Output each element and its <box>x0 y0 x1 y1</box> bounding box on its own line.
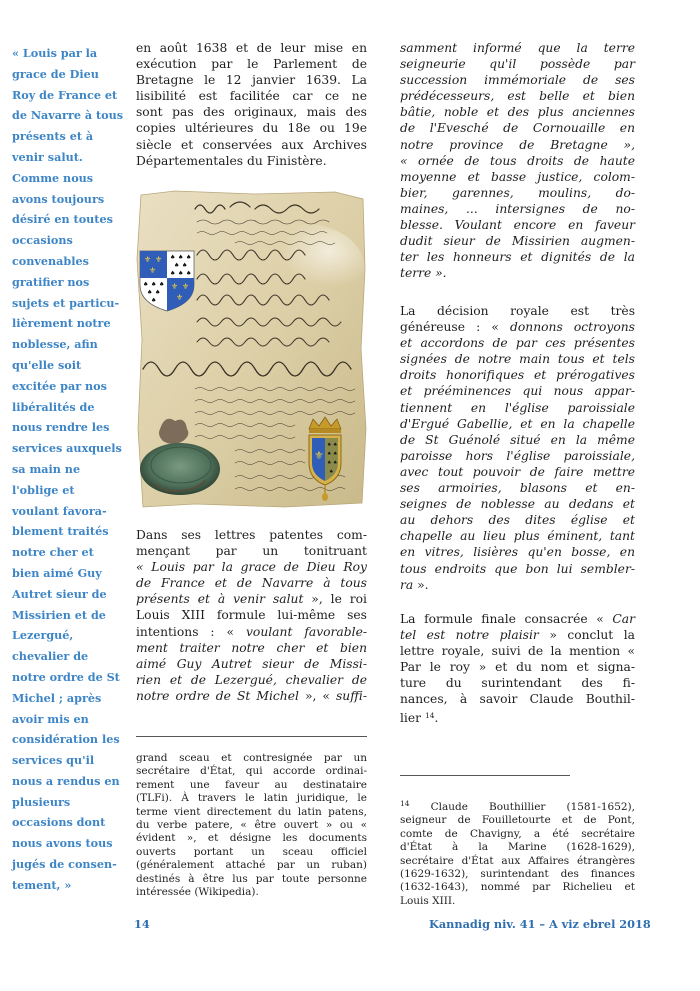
quote-text: « Louis par la grace de Dieu Roy <box>136 560 367 575</box>
text-line: blesse. Voulant encore en faveur <box>400 218 635 233</box>
text-line: du verbe patere, « être ouvert » ou « <box>136 819 367 832</box>
quote-text: ra <box>400 577 414 592</box>
quote-line: considération les <box>12 732 120 747</box>
sidebar-pull-quote <box>12 43 127 896</box>
quote-line: excitée par nos <box>12 378 107 393</box>
text-line: en vitres, lisières qu'en bosse, en <box>400 545 635 560</box>
text-line: (1629-1632), surintendant des finances <box>400 868 635 881</box>
svg-text:♠: ♠ <box>174 262 180 269</box>
text-run: lier <box>400 710 425 725</box>
svg-text:♠: ♠ <box>327 442 332 448</box>
quote-line: de Navarre à tous <box>12 108 124 123</box>
quote-text: ment traiter notre cher et bien <box>136 640 367 655</box>
coat-of-arms-autret <box>140 251 194 311</box>
svg-text:♠: ♠ <box>155 289 161 296</box>
quote-text: tel est notre plaisir <box>400 628 539 643</box>
quote-line: services auxquels <box>12 441 122 456</box>
quote-line: venir salut. <box>12 149 83 164</box>
text-line: moyenne et basse justice, colom- <box>400 169 635 184</box>
quote-line: « Louis par la <box>12 46 98 60</box>
svg-text:♠: ♠ <box>178 254 184 261</box>
footnote-14 <box>400 797 635 908</box>
column2-paragraph-b <box>400 303 635 593</box>
quote-line: nous avons tous <box>12 836 113 851</box>
quote-text: aimé Guy Autret sieur de Missi- <box>136 656 367 671</box>
quote-line: occasions dont <box>12 815 106 830</box>
quote-line: Lezergué, <box>12 628 74 643</box>
text-line: secrétaire d'État aux Affaires étrangères <box>400 854 635 867</box>
text-line: et accordons de par ces présentes <box>400 336 635 351</box>
quote-line: voulant favora- <box>12 503 107 518</box>
quote-line: avons toujours <box>12 191 105 206</box>
quote-line: qu'elle soit <box>12 357 82 372</box>
text-line <box>400 577 635 593</box>
svg-text:♠: ♠ <box>186 254 192 261</box>
text-line <box>136 591 367 607</box>
text-line: notre province de Bretagne », <box>400 137 635 152</box>
text-line: chapelle au lieu plus éminent, tant <box>400 529 635 544</box>
text-run: Claude Bouthillier (1581-1652), <box>409 801 635 813</box>
text-line: terre ». <box>400 266 447 281</box>
text-line: seigneur de Fouilletourte et de Pont, <box>400 814 635 827</box>
svg-text:♠: ♠ <box>333 451 338 457</box>
text-line <box>136 575 367 591</box>
quote-line: Michel ; après <box>12 690 102 705</box>
text-line: et prééminences qui nous appar- <box>400 384 635 399</box>
text-line: succession immémoriale de ses <box>400 73 635 88</box>
svg-text:♠: ♠ <box>159 281 165 288</box>
quote-line: noblesse, afin <box>12 337 98 352</box>
text-line: grand sceau et contresignée par un <box>136 752 367 764</box>
text-line: Louis XIII. <box>400 894 456 907</box>
text-line: en août 1638 et de leur mise en <box>136 41 367 55</box>
text-line: destinés à être lus par toute personne <box>136 872 367 885</box>
text-line: évident », et désigne les documents <box>136 832 367 845</box>
text-line: ouverts portant un sceau officiel <box>136 845 367 858</box>
text-line: d'État à la Marine (1628-1629), <box>400 841 635 854</box>
text-run: généreuse : « <box>400 320 511 335</box>
text-line: ses armoiries, blasons et en- <box>400 481 635 496</box>
text-line: d'Ergué Gabellie, et en la chapelle <box>400 416 635 431</box>
quote-text: rien et de Lezergué, chevalier de <box>136 672 367 687</box>
text-line: secrétaire d'État, qui accorde ordinai- <box>136 765 367 778</box>
svg-text:♠: ♠ <box>186 270 192 277</box>
text-line: nances, à savoir Claude Bouthil- <box>400 692 635 707</box>
text-line: au dehors des dites église et <box>400 513 635 528</box>
quote-line: désiré en toutes <box>12 212 113 227</box>
quote-line: notre cher et <box>12 545 94 560</box>
svg-text:♠: ♠ <box>170 270 176 277</box>
quote-line: l'oblige et <box>12 482 75 497</box>
lettres-patentes-image <box>135 189 369 509</box>
svg-text:⚜: ⚜ <box>144 255 152 264</box>
quote-line: services qu'il <box>12 753 95 768</box>
text-line: bier, garennes, moulins, do- <box>400 185 635 200</box>
footnote-ref-link[interactable]: 14 <box>424 710 435 720</box>
quote-line: notre ordre de St <box>12 669 120 684</box>
text-line <box>400 797 635 814</box>
text-line: maines, ... intersignes de no- <box>400 201 635 216</box>
footnote-number: 14 <box>400 799 410 808</box>
page-number: 14 <box>134 917 150 931</box>
column1-main-paragraph <box>136 527 367 704</box>
quote-line: chevalier de <box>12 649 89 664</box>
text-line: Bretagne le 12 janvier 1639. La <box>136 73 367 88</box>
quote-line: présents et à <box>12 129 94 144</box>
text-line: rement une faveur au destinataire <box>136 778 367 791</box>
text-line: Par le roy » et du nom et signa- <box>400 660 635 675</box>
text-line: de St Guénolé situé en la même <box>400 432 635 447</box>
text-line: (généralement attaché par un ruban) <box>136 859 367 872</box>
svg-text:♠: ♠ <box>327 460 332 466</box>
text-run: intentions : « <box>136 624 246 639</box>
quote-text: donnons octroyons <box>510 320 635 335</box>
quote-text: de France et de Navarre à tous <box>136 576 367 591</box>
text-line: La décision royale est très <box>400 304 635 318</box>
quote-line: nous a rendus en <box>12 773 120 788</box>
text-line: dudit sieur de Missirien augmen- <box>400 234 635 249</box>
text-line: avec tout pouvoir de faire mettre <box>400 464 635 479</box>
svg-text:♠: ♠ <box>151 281 157 288</box>
text-line: prédécesseurs, est belle et bien <box>400 89 635 104</box>
text-line: intéressée (Wikipedia). <box>136 886 259 899</box>
text-line: seigneurie qu'il possède par <box>400 57 635 72</box>
svg-text:⚜: ⚜ <box>149 266 157 275</box>
text-run: ». <box>413 577 429 592</box>
svg-text:⚜: ⚜ <box>155 255 163 264</box>
quote-line: Roy de France et <box>12 87 118 102</box>
text-line: tous endroits que bon lui sembler- <box>400 561 635 576</box>
text-line: samment informé que la terre <box>400 41 635 55</box>
svg-text:⚜: ⚜ <box>182 282 190 291</box>
svg-text:♠: ♠ <box>143 281 149 288</box>
quote-text: voulant favorable- <box>245 624 367 639</box>
svg-text:♠: ♠ <box>182 262 188 269</box>
text-line: Dans ses lettres patentes com- <box>136 528 367 542</box>
text-run: », « <box>298 688 336 703</box>
footnote-separator <box>400 775 570 776</box>
quote-line: gratifier nos <box>12 274 90 289</box>
quote-text: Car <box>612 612 635 626</box>
svg-text:⚜: ⚜ <box>176 293 184 302</box>
text-line: lisibilité est facilitée car ce ne <box>136 89 367 104</box>
svg-text:♠: ♠ <box>170 254 176 261</box>
text-line <box>400 611 635 627</box>
text-line: « ornée de tous droits de haute <box>400 153 635 168</box>
quote-line: libéralités de <box>12 399 95 414</box>
quote-line: plusieurs <box>12 794 71 809</box>
text-line: Louis XIII formule lui-même ses <box>136 608 367 623</box>
quote-line: convenables <box>12 253 89 268</box>
text-line: comte de Chavigny, a été secrétaire <box>400 827 635 840</box>
text-line: Départementales du Finistère. <box>136 153 327 168</box>
quote-line: grace de Dieu <box>12 66 99 81</box>
text-line: terme vient directement du latin patens, <box>136 805 367 818</box>
svg-text:♠: ♠ <box>327 451 332 457</box>
text-line <box>136 640 367 656</box>
text-line: bâtie, noble et des plus anciennes <box>400 105 635 120</box>
svg-text:♠: ♠ <box>147 289 153 296</box>
svg-text:⚜: ⚜ <box>314 449 324 462</box>
text-line <box>136 624 367 640</box>
manuscript-illustration <box>135 189 369 509</box>
text-line: sont pas des originaux, mais des <box>136 105 367 120</box>
text-line <box>400 319 635 335</box>
svg-text:♠: ♠ <box>151 297 157 304</box>
column1-footnote-continuation <box>136 752 367 899</box>
quote-line: Comme nous <box>12 170 94 185</box>
text-run: La formule finale consacrée « <box>400 612 613 626</box>
publication-footer: Kannadig niv. 41 – A viz ebrel 2018 <box>429 917 651 931</box>
column1-top-paragraph <box>136 40 367 169</box>
quote-line: jugés de consen- <box>12 857 117 872</box>
quote-text: notre ordre de St Michel <box>136 688 299 703</box>
text-line: tiennent en l'église paroissiale <box>400 400 635 415</box>
quote-text: présents et à venir salut <box>136 592 304 607</box>
text-line <box>136 688 367 704</box>
quote-line: lièrement notre <box>12 316 111 331</box>
text-line: siècle et conservées aux Archives <box>136 137 367 152</box>
text-line <box>400 627 635 643</box>
text-line: copies ultérieures du 18e ou 19e <box>136 121 367 136</box>
text-line: mençant par un tonitruant <box>136 544 367 559</box>
text-line: seignes de noblesse au dedans et <box>400 497 635 512</box>
text-line <box>400 708 635 726</box>
quote-line: tement, » <box>12 877 72 892</box>
text-line: exécution par le Parlement de <box>136 57 367 72</box>
quote-line: sa main ne <box>12 461 81 476</box>
text-line <box>136 559 367 575</box>
column2-paragraph-a <box>400 40 635 281</box>
quote-line: sujets et particu- <box>12 295 120 310</box>
quote-line: Missirien et de <box>12 607 106 622</box>
quote-line: blement traités <box>12 524 109 539</box>
quote-text: suffi- <box>335 688 368 703</box>
quote-line: avoir mis en <box>12 711 89 726</box>
text-line: lettre royale, suivi de la mention « <box>400 644 635 659</box>
text-line <box>136 656 367 672</box>
quote-line: occasions <box>12 233 73 248</box>
svg-text:♠: ♠ <box>333 460 338 466</box>
footnote-separator <box>136 736 367 737</box>
text-run: » conclut la <box>538 628 635 643</box>
text-line: de l'Evesché de Cornouaille en <box>400 121 635 136</box>
column2-paragraph-c <box>400 611 635 726</box>
text-line <box>136 672 367 688</box>
text-line: paroisse hors l'église paroissiale, <box>400 448 635 463</box>
quote-line: nous rendre les <box>12 420 110 435</box>
text-run: », le roi <box>303 592 367 607</box>
quote-line: Autret sieur de <box>12 586 107 601</box>
svg-text:⚜: ⚜ <box>171 282 179 291</box>
text-run: . <box>434 710 439 725</box>
text-line: droits honorifiques et prérogatives <box>400 368 635 383</box>
text-line: ture du surintendant des fi- <box>400 676 635 691</box>
svg-text:♠: ♠ <box>178 270 184 277</box>
quote-line: bien aimé Guy <box>12 565 102 580</box>
text-line: (1632-1643), nommé par Richelieu et <box>400 881 635 894</box>
text-line: (TLFi). À travers le latin juridique, le <box>136 792 367 805</box>
svg-text:♠: ♠ <box>329 469 334 475</box>
svg-text:♠: ♠ <box>333 442 338 448</box>
text-line: ter les honneurs et dignités de la <box>400 250 635 265</box>
text-line: signées de notre main tous et tels <box>400 352 635 367</box>
